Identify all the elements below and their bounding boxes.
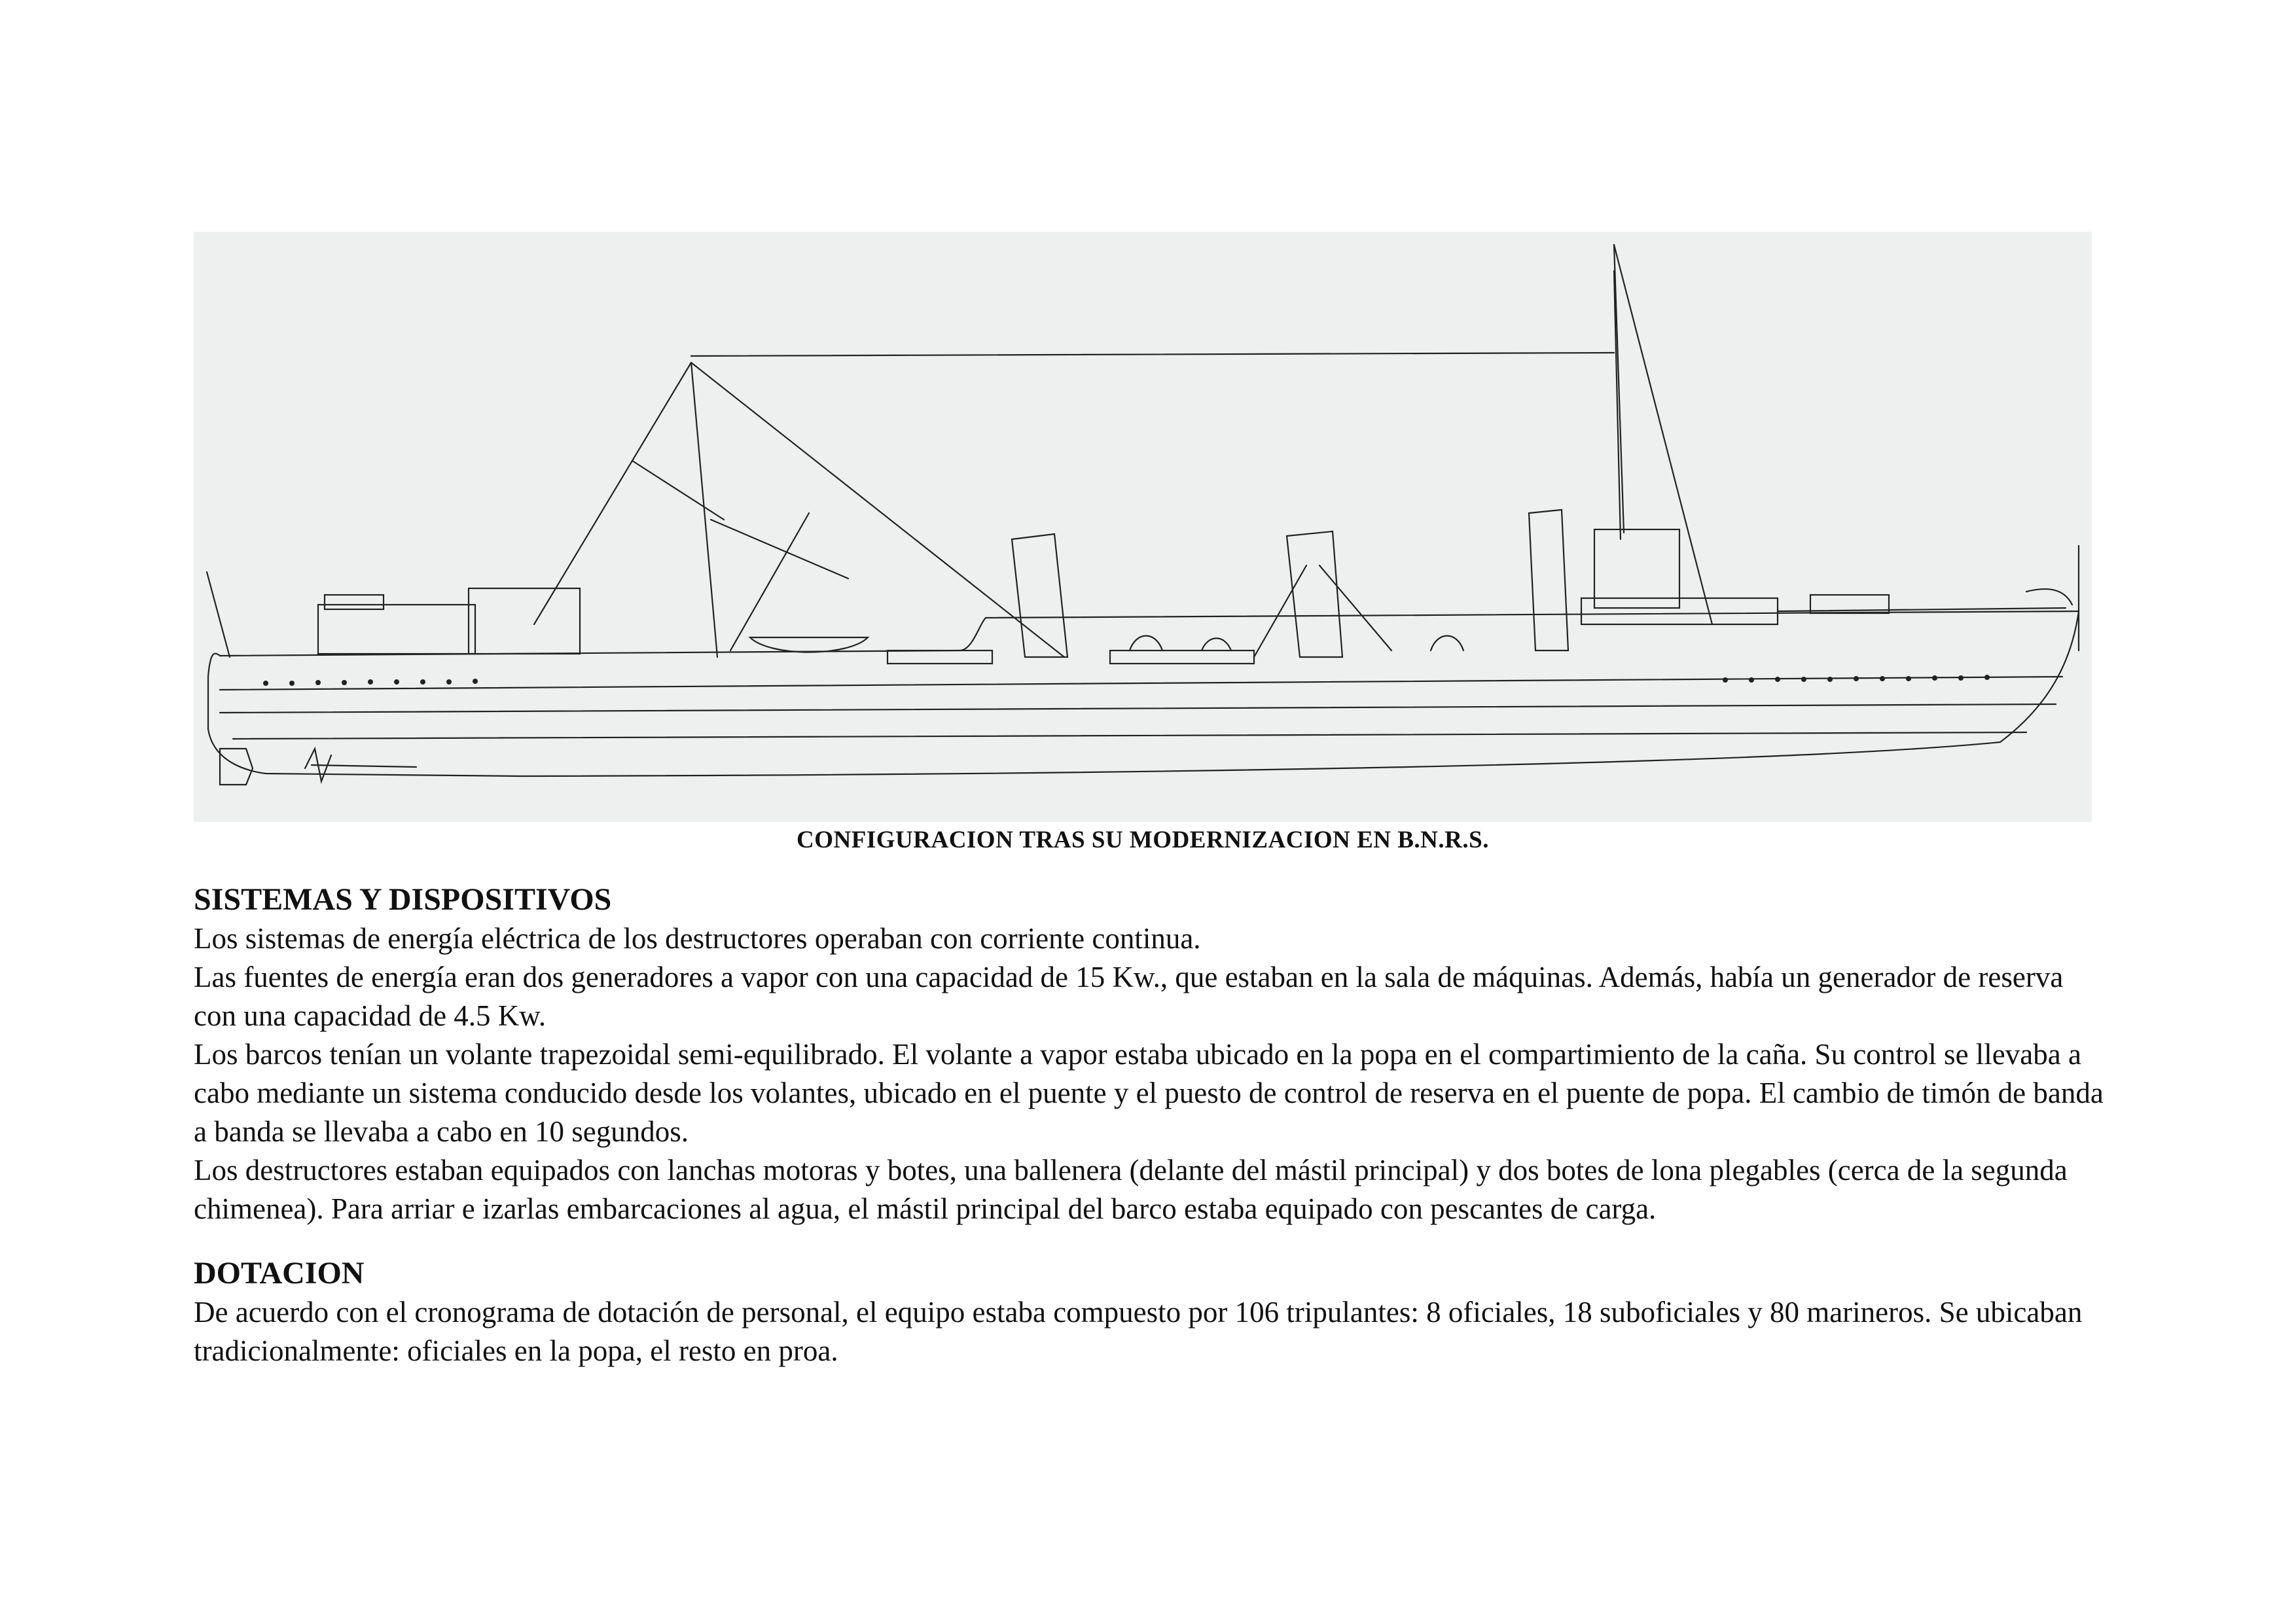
stay-1 — [534, 363, 691, 624]
paragraph: Los sistemas de energía eléctrica de los destructores operaban con corriente continua. — [194, 922, 1201, 955]
deck-line-1 — [220, 677, 2062, 690]
stay-2 — [691, 363, 1064, 657]
section-heading: SISTEMAS Y DISPOSITIVOS — [194, 882, 612, 917]
ventilator-3 — [1202, 638, 1231, 651]
funnel-fwd — [1529, 510, 1568, 651]
section-sistemas — [194, 880, 2111, 1228]
funnel-mid — [1287, 531, 1342, 657]
deck-boat-2 — [1110, 651, 1254, 664]
aft-gun — [325, 595, 384, 609]
paragraph: Los destructores estaban equipados con lanchas motoras y botes, una ballenera (delante del mástil principal) y dos botes de lona plegables (cerca de la segunda chimenea). Para arriar e izarlas embarcaciones al agua, el mástil principal del barco estaba equipado con pescantes de carga. — [194, 1154, 2068, 1225]
funnel-aft — [1012, 534, 1067, 657]
stern-flagstaff — [207, 572, 230, 657]
destroyer-profile-drawing — [194, 232, 2092, 822]
ventilator-2 — [1431, 636, 1463, 651]
section-dotacion — [194, 1254, 2111, 1370]
paragraph: De acuerdo con el cronograma de dotación de personal, el equipo estaba compuesto por 106 tripulantes: 8 oficiales, 18 suboficiales y 80 marineros. Se ubicaban tradicionalmente: oficiales en la popa, el resto en proa. — [194, 1296, 2083, 1367]
main-mast — [691, 363, 717, 657]
deck-line-3 — [233, 732, 2026, 739]
stay-3 — [711, 520, 848, 579]
aft-bridge — [469, 588, 580, 654]
deck-line-2 — [220, 704, 2056, 713]
bow-rail — [1778, 608, 2066, 611]
ship-drawing-figure — [194, 232, 2092, 822]
main-mast-yard — [632, 461, 724, 520]
rudder — [220, 749, 253, 785]
section-heading: DOTACION — [194, 1256, 365, 1291]
whaleboat — [750, 637, 868, 652]
paragraph: Las fuentes de energía eran dos generadores a vapor con una capacidad de 15 Kw., que estaban en la sala de máquinas. Además, había un generador de reserva con una capacidad de 4.5 Kw. — [194, 961, 2064, 1032]
jack-staff — [2026, 589, 2072, 605]
funnel-stay-2 — [1319, 565, 1391, 651]
ventilator-1 — [1130, 636, 1162, 651]
portholes — [263, 675, 1990, 686]
antenna-wire — [691, 353, 1614, 356]
aft-deckhouse — [318, 605, 475, 654]
figure-caption: CONFIGURACION TRAS SU MODERNIZACION EN B.N.R.S. — [797, 827, 1489, 853]
fore-stay — [1614, 245, 1712, 624]
propeller — [305, 749, 416, 781]
paragraph: Los barcos tenían un volante trapezoidal semi-equilibrado. El volante a vapor estaba ubicado en la popa en el compartimiento de la caña. Su control se llevaba a cabo mediante un sistema conducido desde los volantes, ubicado en el puente y el puesto de control de reserva en el puente de popa. El cambio de timón de banda a banda se llevaba a cabo en 10 segundos. — [194, 1038, 2104, 1148]
deck-boat-1 — [888, 651, 992, 664]
forward-bridge — [1594, 529, 1679, 608]
